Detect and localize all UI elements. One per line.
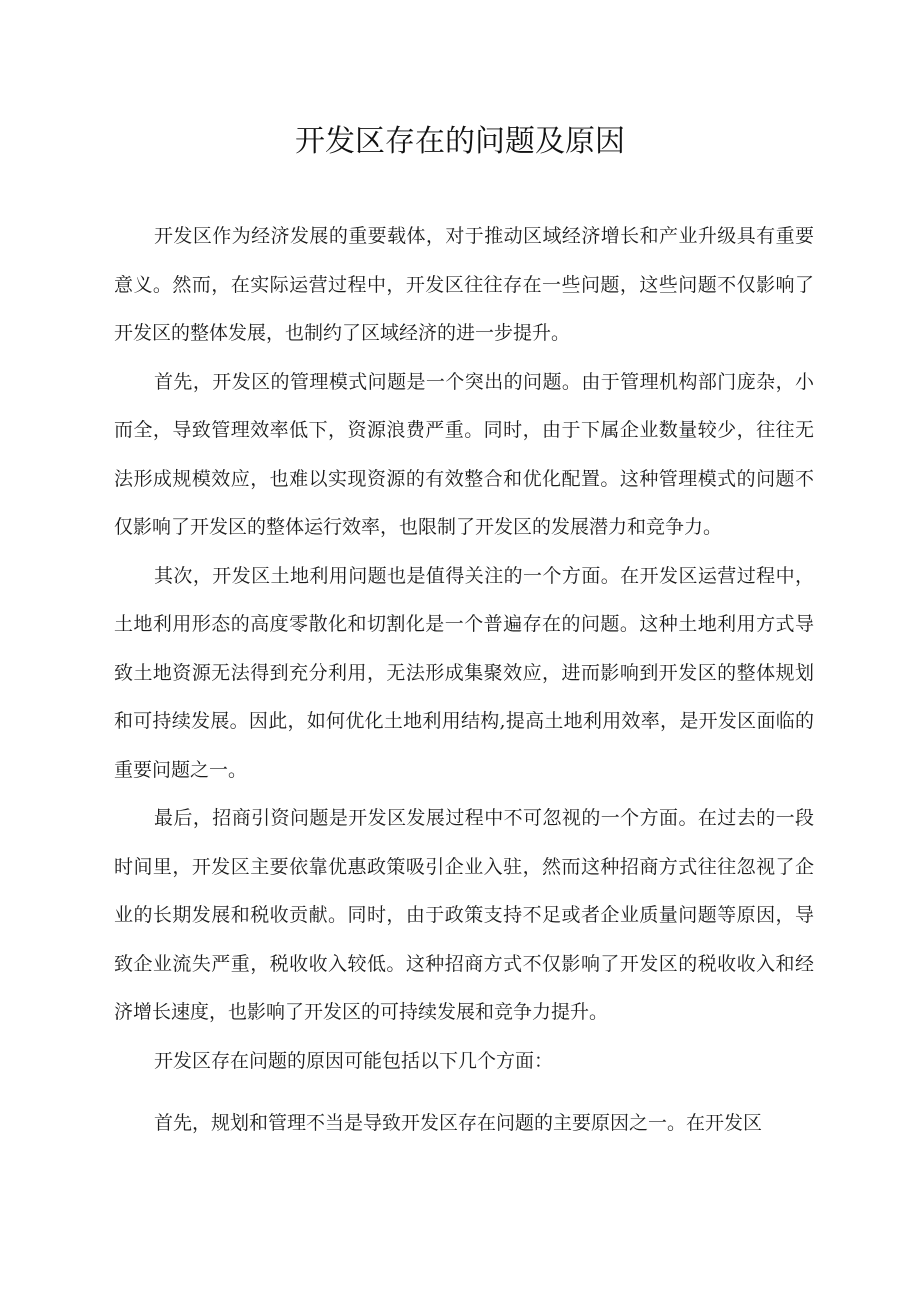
document-title: 开发区存在的问题及原因	[295, 124, 625, 159]
paragraph-causes-intro: 开发区存在问题的原因可能包括以下几个方面：	[154, 1049, 554, 1072]
paragraph-intro: 开发区作为经济发展的重要载体，对于推动区域经济增长和产业升级具有重要意义。然而，在实际运营过程中，开发区往往存在一些问题，这些问题不仅影响了开发区的整体发展，也制约了区域经济的进一步提升。	[114, 225, 814, 344]
document-body	[114, 212, 814, 1148]
paragraph-land-use: 其次，开发区土地利用问题也是值得关注的一个方面。在开发区运营过程中，土地利用形态的高度零散化和切割化是一个普遍存在的问题。这种土地利用方式导致土地资源无法得到充分利用，无法形成集聚效应，进而影响到开发区的整体规划和可持续发展。因此，如何优化土地利用结构,提高土地利用效率，是开发区面临的重要问题之一。	[114, 564, 814, 781]
paragraph-management-model: 首先，开发区的管理模式问题是一个突出的问题。由于管理机构部门庞杂，小而全，导致管理效率低下，资源浪费严重。同时，由于下属企业数量较少，往往无法形成规模效应，也难以实现资源的有效整合和优化配置。这种管理模式的问题不仅影响了开发区的整体运行效率，也限制了开发区的发展潜力和竞争力。	[114, 370, 814, 538]
paragraph-planning-cause: 首先，规划和管理不当是导致开发区存在问题的主要原因之一。在开发区	[154, 1112, 763, 1134]
paragraph-investment: 最后，招商引资问题是开发区发展过程中不可忽视的一个方面。在过去的一段时间里，开发区主要依靠优惠政策吸引企业入驻，然而这种招商方式往往忽视了企业的长期发展和税收贡献。同时，由于政策支持不足或者企业质量问题等原因，导致企业流失严重，税收收入较低。这种招商方式不仅影响了开发区的税收收入和经济增长速度，也影响了开发区的可持续发展和竞争力提升。	[114, 807, 814, 1023]
